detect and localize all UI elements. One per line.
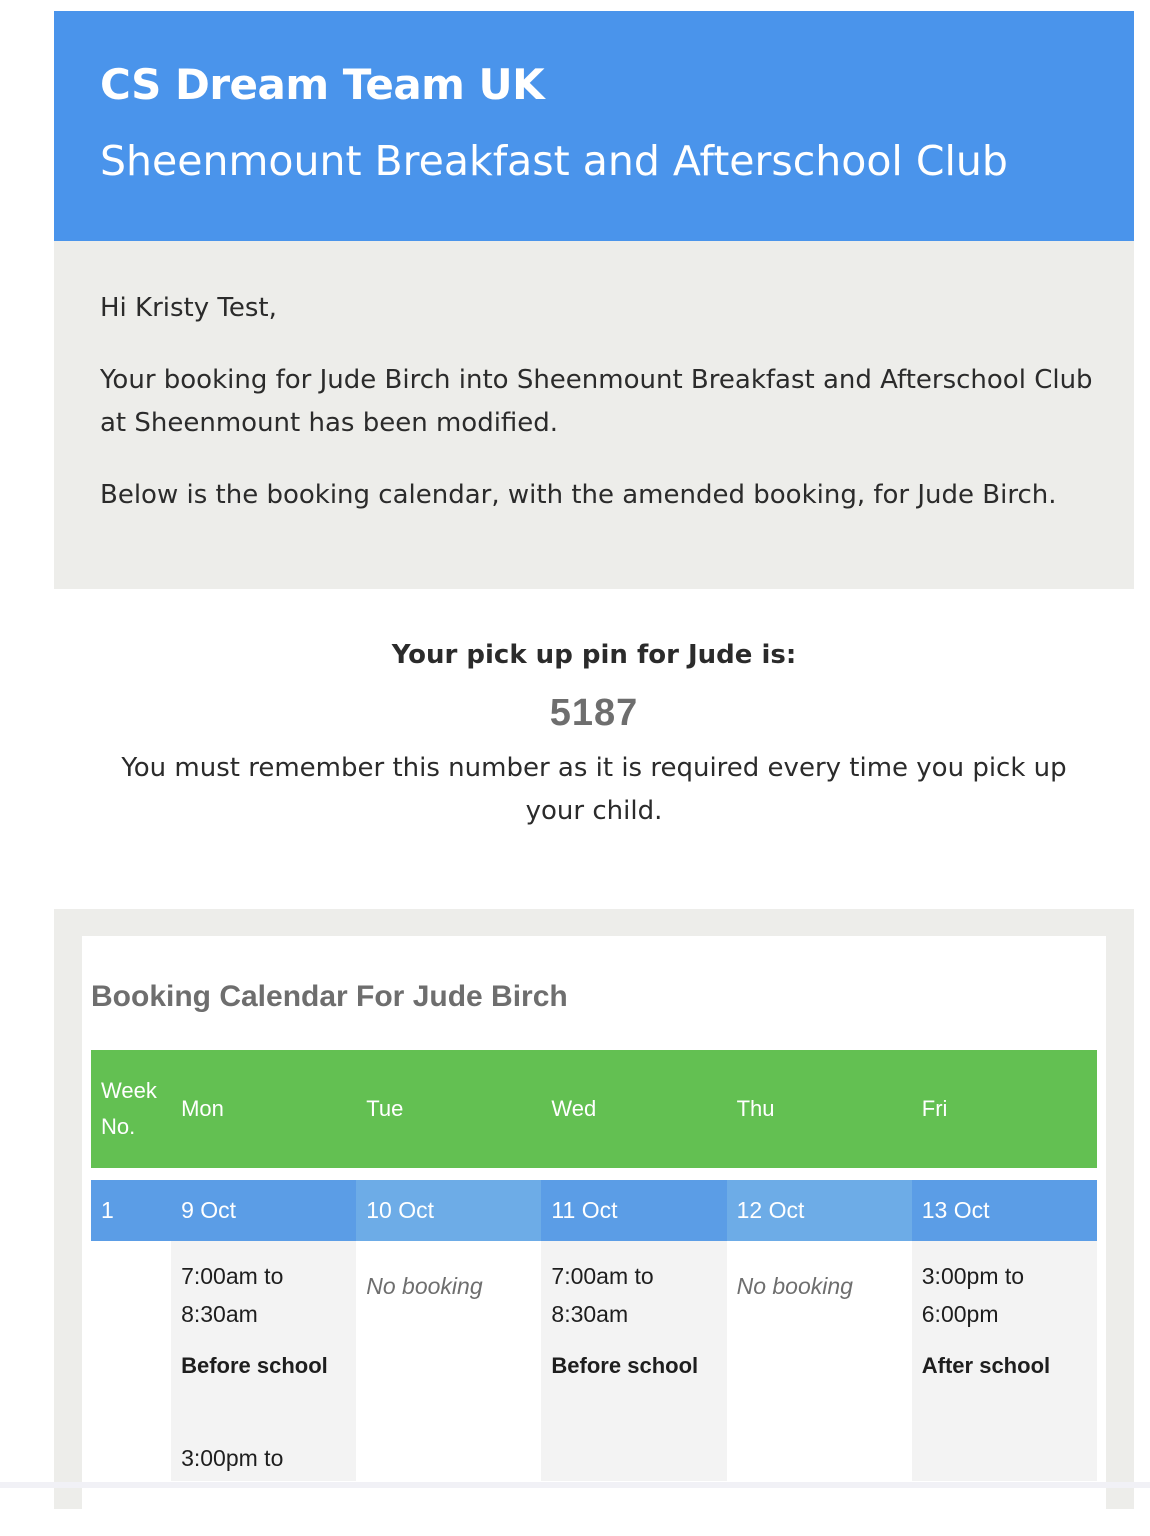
calendar-section xyxy=(54,909,1134,1509)
pin-number: 5187 xyxy=(549,692,639,734)
header-tue: Tue xyxy=(356,1050,541,1168)
header-mon: Mon xyxy=(171,1050,356,1168)
slot-time: 3:00pm to xyxy=(181,1445,284,1471)
bottom-edge xyxy=(0,1482,1150,1488)
header-wed: Wed xyxy=(541,1050,726,1168)
no-booking-label: No booking xyxy=(736,1273,853,1299)
date-wed: 11 Oct xyxy=(541,1180,726,1241)
calendar-title: Booking Calendar For Jude Birch xyxy=(91,980,568,1013)
slot-time: 7:00am to 8:30am xyxy=(551,1263,654,1327)
calendar-note: Below is the booking calendar, with the amended booking, for Jude Birch. xyxy=(100,480,1057,510)
week-number: 1 xyxy=(91,1180,171,1241)
slot-label: Before school xyxy=(181,1353,328,1378)
club-name: Sheenmount Breakfast and Afterschool Club xyxy=(100,137,1008,185)
no-booking-label: No booking xyxy=(366,1273,483,1299)
booking-row xyxy=(91,1241,1097,1481)
slot-time: 3:00pm to 6:00pm xyxy=(921,1263,1025,1327)
calendar-card xyxy=(82,936,1106,1536)
email-body xyxy=(54,11,1134,1509)
brand-name: CS Dream Team UK xyxy=(100,60,545,109)
date-thu: 12 Oct xyxy=(727,1180,912,1241)
date-mon: 9 Oct xyxy=(171,1180,356,1241)
email-header xyxy=(54,11,1134,241)
pin-section xyxy=(54,589,1134,909)
day-cell-wed xyxy=(541,1241,726,1481)
date-fri: 13 Oct xyxy=(912,1180,1097,1241)
intro-section xyxy=(54,241,1134,589)
day-cell-tue xyxy=(356,1241,541,1481)
day-cell-mon xyxy=(171,1241,356,1481)
booking-calendar-table xyxy=(91,1050,1097,1481)
spacer-row xyxy=(91,1168,1097,1180)
date-row xyxy=(91,1180,1097,1241)
header-fri: Fri xyxy=(912,1050,1097,1168)
day-cell-fri xyxy=(912,1241,1097,1481)
booking-modified-message: Your booking for Jude Birch into Sheenmount Breakfast and Afterschool Club at Sheenmount has been modified. xyxy=(100,365,1093,438)
header-week-no: Week No. xyxy=(91,1050,171,1168)
slot-label: Before school xyxy=(551,1353,699,1378)
greeting: Hi Kristy Test, xyxy=(100,293,277,323)
date-tue: 10 Oct xyxy=(356,1180,541,1241)
slot-time: 7:00am to 8:30am xyxy=(181,1263,284,1327)
header-thu: Thu xyxy=(727,1050,912,1168)
day-cell-thu xyxy=(727,1241,912,1481)
pin-heading: Your pick up pin for Jude is: xyxy=(391,640,797,670)
slot-label: After school xyxy=(921,1353,1051,1378)
pin-note: You must remember this number as it is required every time you pick up your child. xyxy=(121,753,1067,826)
week-cell xyxy=(91,1241,171,1481)
calendar-header-row xyxy=(91,1050,1097,1168)
